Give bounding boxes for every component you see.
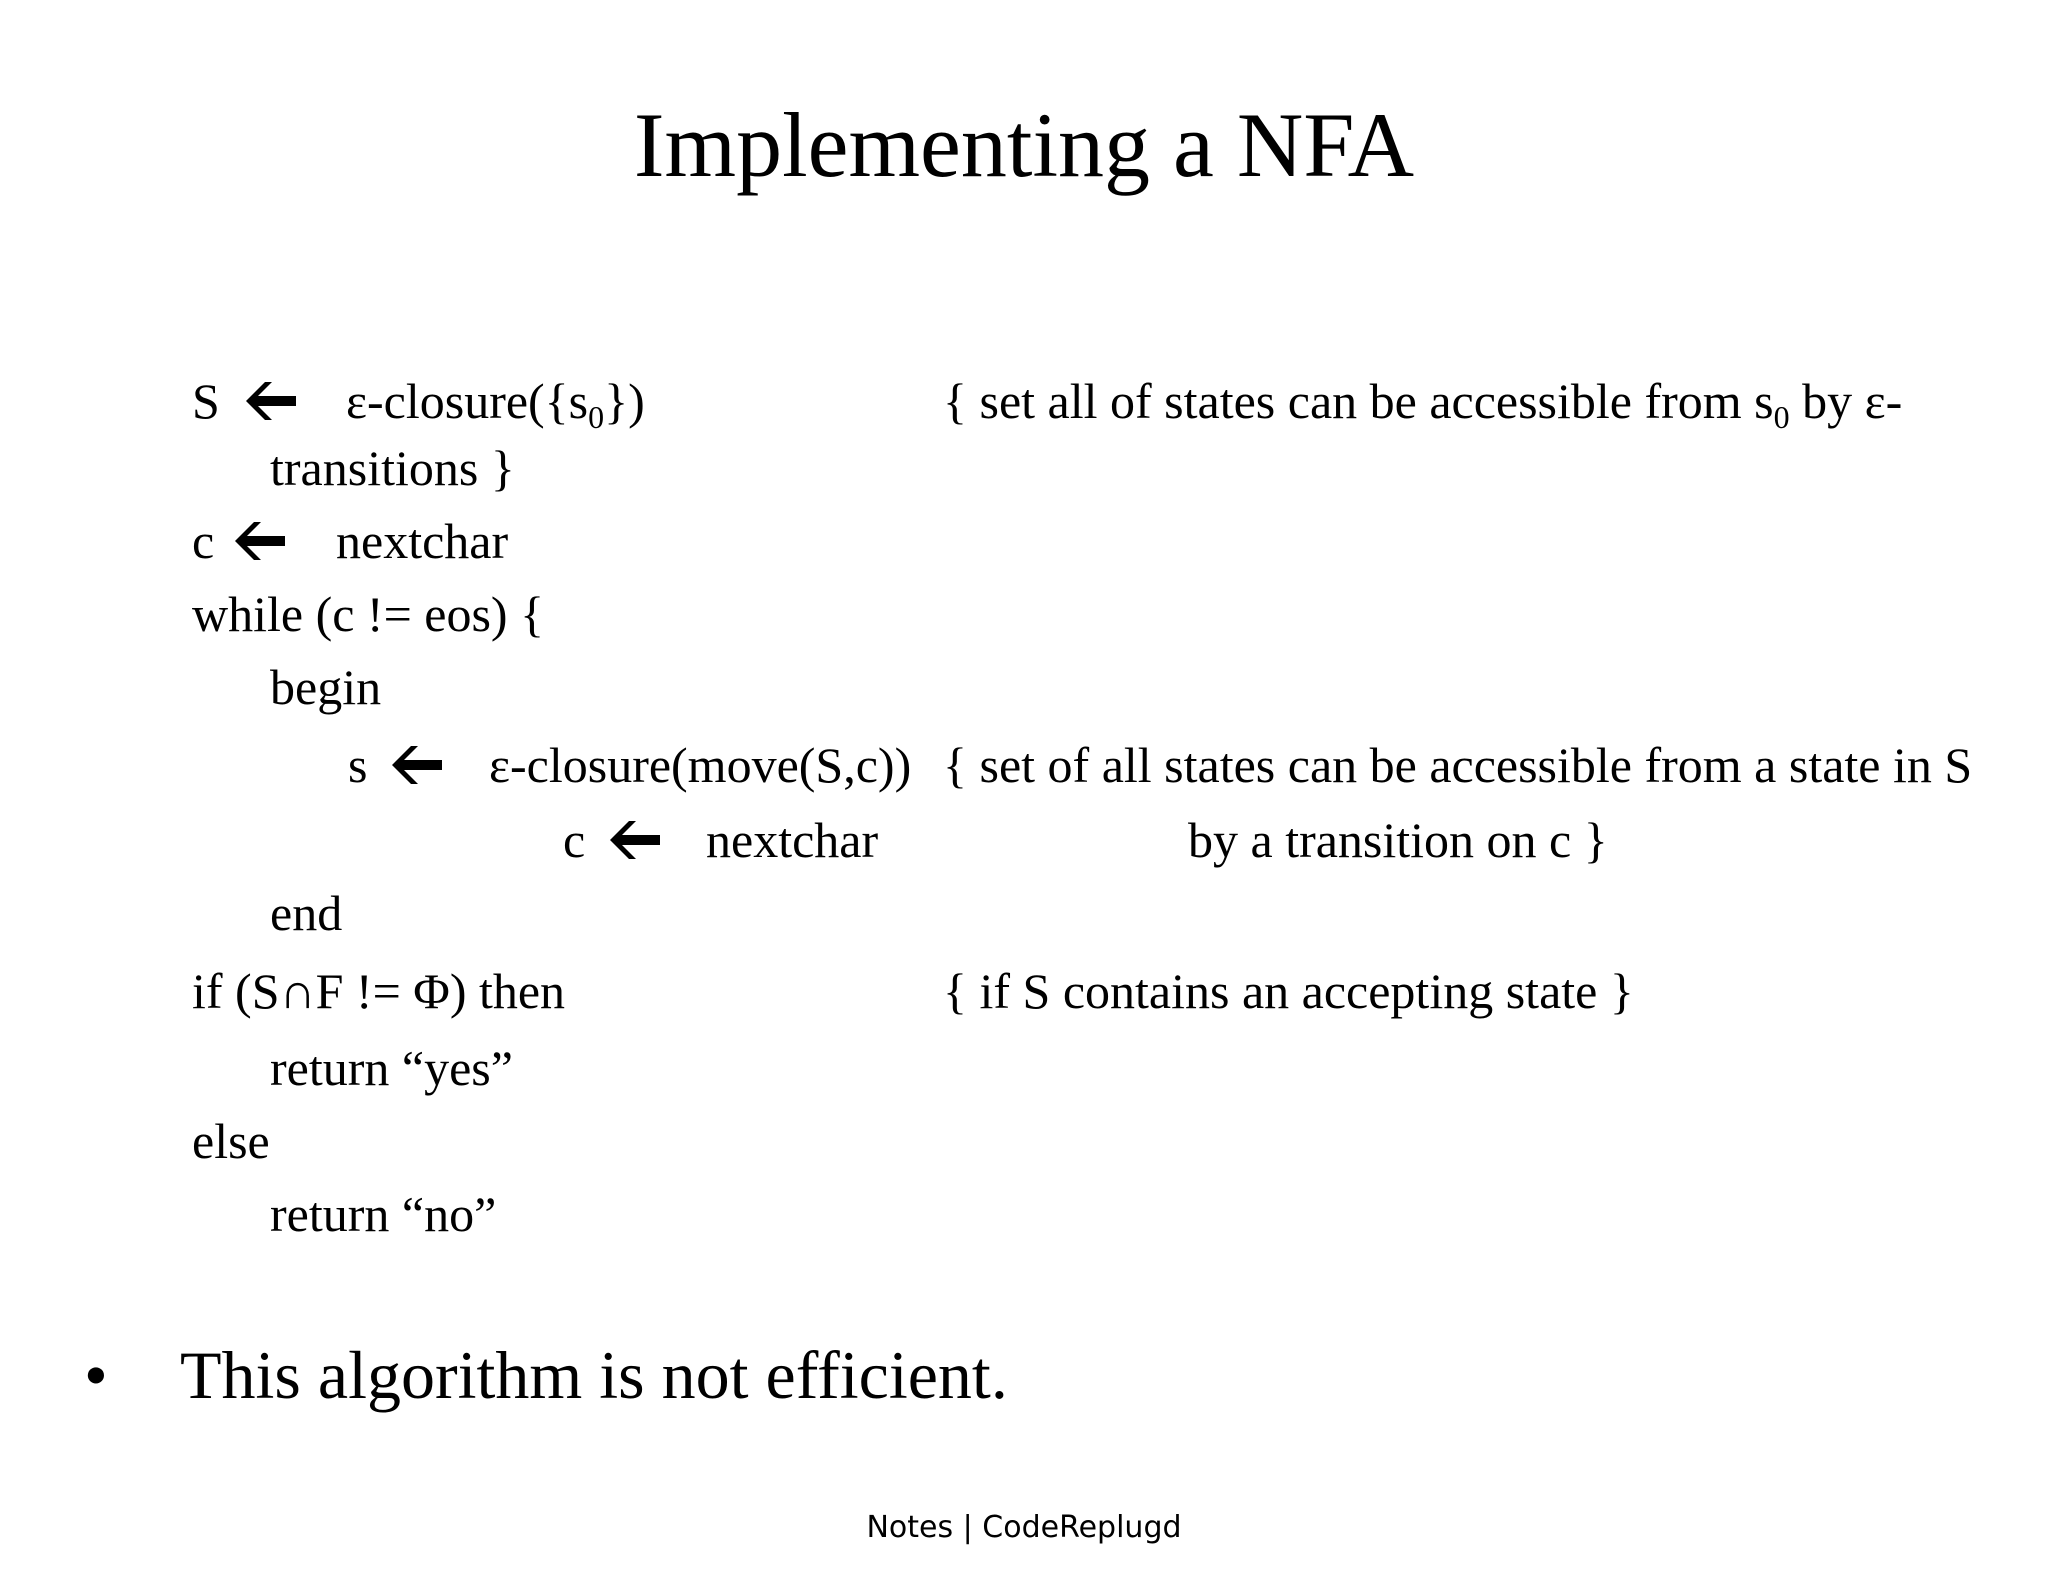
code-line-2	[192, 510, 285, 572]
code-line-7: end	[270, 885, 343, 941]
code-var: c	[192, 513, 215, 569]
code-comment-1	[943, 370, 1903, 435]
code-comment-5: { set of all states can be accessible from a state in S	[943, 737, 1973, 793]
code-expr-2: nextchar	[336, 513, 509, 569]
code-var: c	[563, 812, 586, 868]
expr-text: })	[604, 373, 645, 429]
footer-text: Notes | CodeReplugd	[866, 1510, 1182, 1545]
left-arrow-icon	[246, 382, 296, 420]
slide-title: Implementing a NFA	[633, 94, 1415, 196]
code-line-5	[348, 734, 442, 796]
code-line-10: else	[192, 1113, 270, 1169]
code-var: s	[348, 737, 368, 793]
subscript: 0	[1773, 399, 1790, 435]
bullet-text: This algorithm is not efficient.	[180, 1337, 1008, 1413]
code-var: S	[192, 373, 220, 429]
subscript: 0	[588, 399, 605, 435]
comment-text: by ε-	[1789, 373, 1903, 429]
code-line-9: return “yes”	[270, 1040, 513, 1096]
bullet-marker: •	[84, 1337, 108, 1413]
code-expr-5: ε-closure(move(S,c))	[489, 737, 912, 793]
code-line-6	[563, 809, 660, 871]
code-line-1-cont: transitions }	[270, 440, 515, 496]
comment-text: { set all of states can be accessible from s	[943, 373, 1774, 429]
code-line-1	[192, 370, 296, 432]
left-arrow-icon	[610, 821, 660, 859]
left-arrow-icon	[235, 522, 285, 560]
left-arrow-icon	[392, 746, 442, 784]
code-comment-8: { if S contains an accepting state }	[943, 963, 1634, 1019]
code-expr-1	[346, 370, 645, 435]
code-line-8: if (S∩F != Φ) then	[192, 963, 566, 1019]
code-comment-6: by a transition on c }	[1188, 812, 1608, 868]
expr-text: ε-closure({s	[346, 373, 589, 429]
code-expr-6: nextchar	[706, 812, 879, 868]
code-line-11: return “no”	[270, 1186, 497, 1242]
code-line-4: begin	[270, 659, 382, 715]
code-line-3: while (c != eos) {	[192, 586, 545, 642]
